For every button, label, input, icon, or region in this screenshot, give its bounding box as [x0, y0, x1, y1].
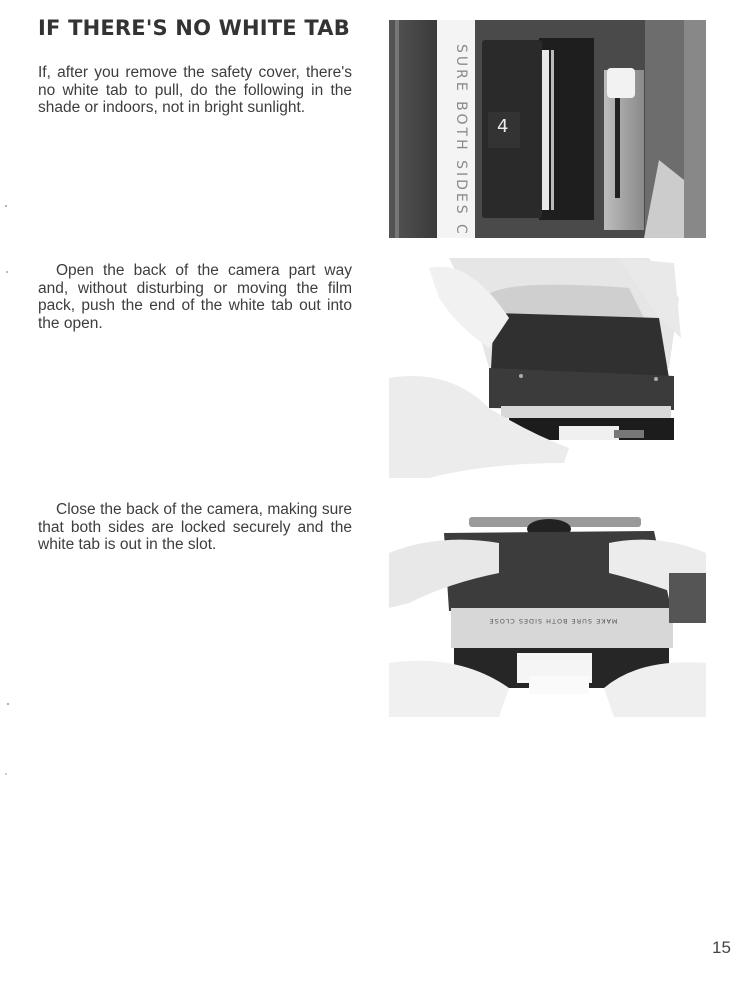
page-heading: IF THERE'S NO WHITE TAB — [38, 16, 350, 40]
paragraph-open-back: Open the back of the camera part way and, without disturbing or moving the film pack, push the end of the white tab out into the open. — [38, 262, 352, 332]
photo-close-camera-back — [389, 513, 706, 717]
page-number: 15 — [712, 938, 731, 957]
photo-film-pack-counter — [389, 20, 706, 238]
paragraph-close-back: Close the back of the camera, making sure that both sides are locked securely and the white tab is out in the slot. — [38, 501, 352, 554]
paragraph-intro: If, after you remove the safety cover, there's no white tab to pull, do the following in the shade or indoors, not in bright sunlight. — [38, 64, 352, 117]
scan-specks — [0, 0, 20, 997]
photo1-counter: 4 — [497, 116, 509, 137]
photo3-camera-label: MAKE SURE BOTH SIDES CLOSE — [488, 617, 618, 625]
photo-open-camera-back — [389, 258, 706, 478]
photo1-side-text: SURE BOTH SIDES C — [453, 44, 469, 237]
